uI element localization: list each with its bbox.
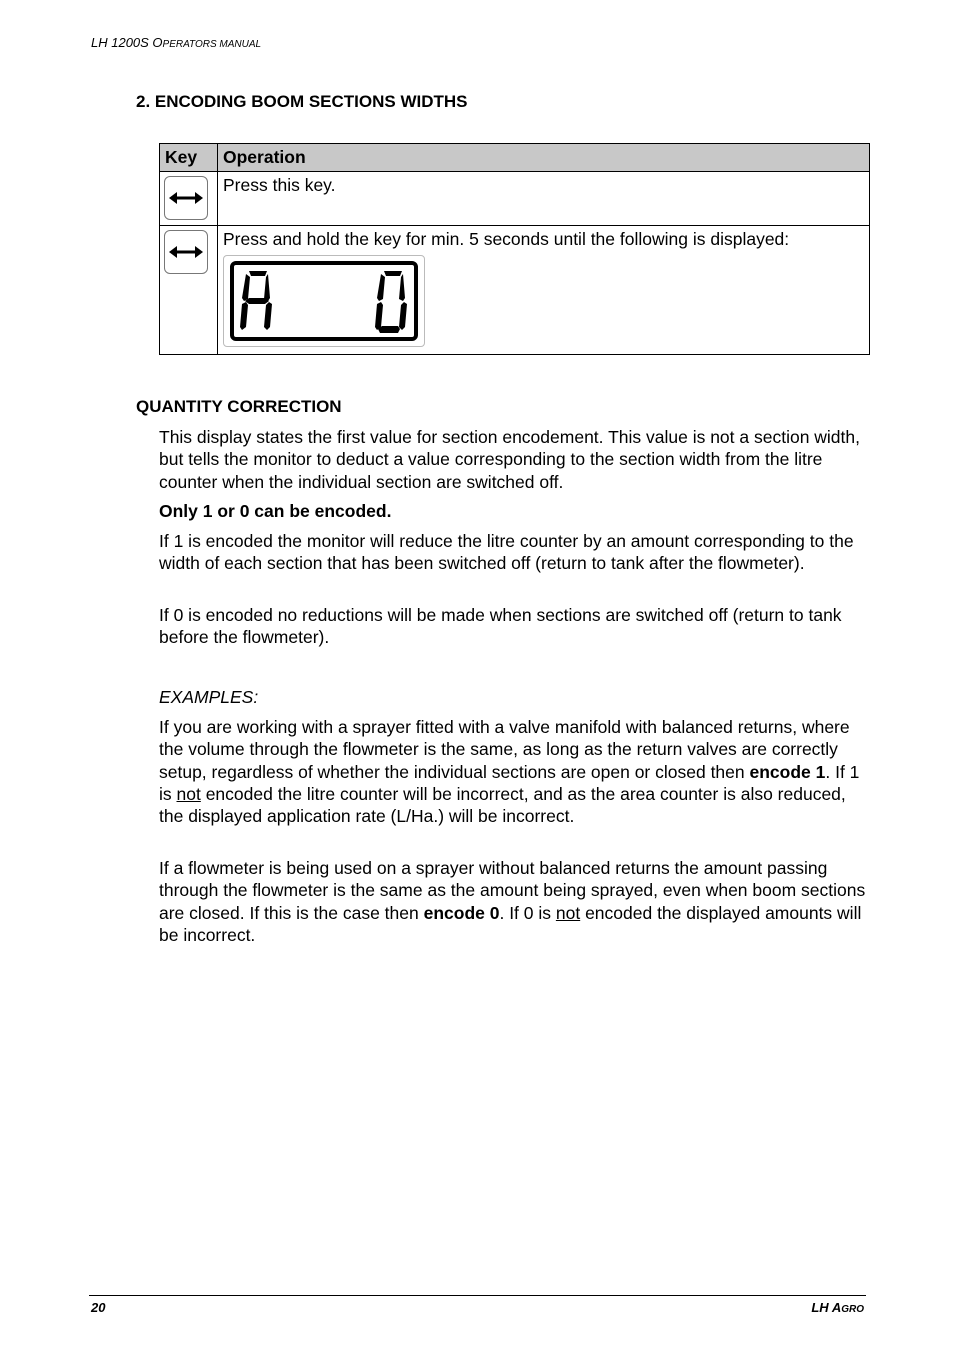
footer-divider: [89, 1295, 866, 1296]
key-cell: [160, 172, 218, 226]
text-run: . If 1 is: [159, 761, 860, 804]
header-title: LH 1200S O: [91, 35, 163, 50]
text-run-underline: not: [176, 783, 201, 804]
text-run: If you are working with a sprayer fitted with a valve manifold with balanced returns, where the volume through the flowmeter is the same, as long as the return valves are correctly setup, regardless of whether the individual sections are open or closed then: [159, 717, 850, 782]
text-run: encoded the displayed amounts will be incorrect.: [159, 902, 862, 945]
key-operation-table: [159, 143, 870, 355]
text-run-bold: encode 0: [423, 902, 500, 923]
section-width-key-button[interactable]: [164, 176, 208, 220]
section-title: 2. ENCODING BOOM SECTIONS WIDTHS: [136, 92, 468, 111]
qc-paragraph-3: If 1 is encoded the monitor will reduce the litre counter by an amount corresponding to the width of each section that has been switched off (return to tank after the flowmeter).: [159, 531, 854, 574]
running-header: [91, 35, 261, 50]
examples-paragraph-1: [159, 716, 869, 827]
section-width-key-button[interactable]: [164, 230, 208, 274]
text-run-bold: encode 1: [749, 761, 826, 782]
table-row: [160, 172, 870, 226]
key-cell: [160, 226, 218, 355]
text-run: . If 0 is: [499, 902, 556, 923]
quantity-correction-title: QUANTITY CORRECTION: [136, 397, 342, 416]
examples-heading: EXAMPLES:: [159, 687, 259, 707]
operation-cell: [218, 226, 870, 355]
double-arrow-icon: [169, 191, 203, 205]
text-run: encoded the litre counter will be incorrect, and as the area counter is also reduced, the displayed application rate (L/Ha.) will be incorrect.: [159, 783, 846, 827]
lcd-display-frame: [223, 255, 425, 347]
operation-cell: Press this key.: [218, 172, 870, 226]
page-number: 20: [91, 1300, 106, 1315]
header-title-smallcaps: PERATORS MANUAL: [162, 39, 262, 50]
lcd-display: [230, 261, 418, 341]
table-row: [160, 226, 870, 355]
footer-brand-main: LH A: [811, 1300, 842, 1315]
double-arrow-icon: [169, 245, 203, 259]
examples-paragraph-2: [159, 857, 869, 946]
footer-brand-smallcaps: GRO: [841, 1304, 864, 1315]
text-run-underline: not: [555, 902, 581, 923]
qc-paragraph-4: If 0 is encoded no reductions will be made when sections are switched off (return to tank before the flowmeter).: [159, 605, 842, 648]
operation-text: Press and hold the key for min. 5 seconds until the following is displayed:: [223, 229, 790, 249]
footer-brand: [811, 1300, 864, 1315]
qc-paragraph-1: This display states the first value for section encodement. This value is not a section width, but tells the monitor to deduct a value corresponding to the section width from the litre counter when the individual section are switched off.: [159, 427, 860, 492]
text-run: If a flowmeter is being used on a sprayer without balanced returns the amount passing through the flowmeter is the same as the amount being sprayed, even when boom sections are closed. If this is the case then: [159, 858, 866, 923]
lcd-readout-a0-icon: [234, 265, 414, 337]
col-header-key: Key: [160, 144, 218, 172]
col-header-operation: Operation: [218, 144, 870, 172]
qc-paragraph-2: Only 1 or 0 can be encoded.: [159, 501, 392, 521]
